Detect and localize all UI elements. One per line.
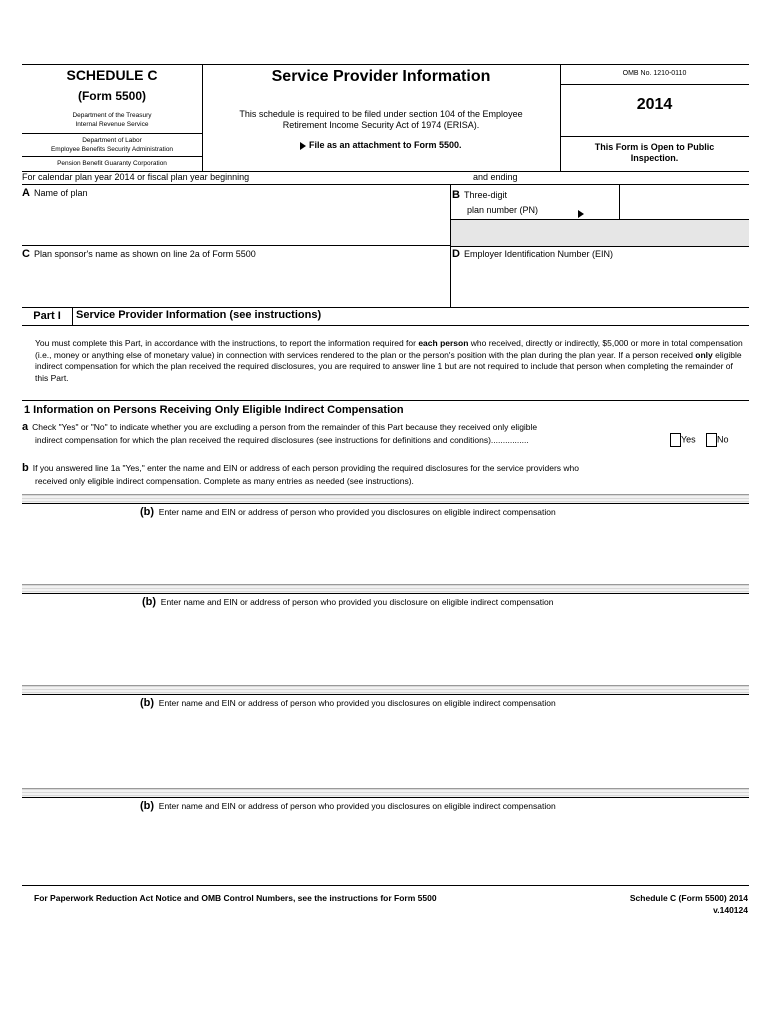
pbgc: Pension Benefit Guaranty Corporation bbox=[57, 160, 167, 167]
pn-label-2: plan number (PN) bbox=[467, 205, 539, 215]
field-d bbox=[452, 248, 613, 260]
attach-note bbox=[202, 140, 560, 150]
letter-a: A bbox=[22, 187, 30, 199]
form-number: (Form 5500) bbox=[77, 89, 147, 103]
attach-text: File as an attachment to Form 5500. bbox=[308, 140, 462, 150]
arrow-icon bbox=[300, 142, 306, 150]
letter-1b: b bbox=[22, 462, 29, 474]
dept-treasury: Department of the Treasury bbox=[72, 112, 152, 119]
field-c bbox=[22, 248, 256, 260]
line1-title: 1 Information on Persons Receiving Only Eligible Indirect Compensation bbox=[24, 404, 404, 416]
footer-paperwork-notice: For Paperwork Reduction Act Notice and OMB Control Numbers, see the instructions for Form 5500 bbox=[34, 893, 437, 903]
letter-1a: a bbox=[22, 421, 29, 433]
entry-4-label bbox=[140, 800, 556, 812]
letter-c: C bbox=[22, 248, 30, 260]
yes-checkbox[interactable] bbox=[670, 433, 681, 447]
intro-bold-1: each person bbox=[418, 338, 469, 348]
tax-year: 2014 bbox=[636, 96, 673, 113]
entry-1-label bbox=[140, 506, 556, 518]
no-checkbox[interactable] bbox=[706, 433, 717, 447]
letter-b: B bbox=[452, 189, 460, 201]
sponsor-name-label: Plan sponsor's name as shown on line 2a of Form 5500 bbox=[33, 249, 256, 259]
entry-2-field[interactable] bbox=[22, 610, 749, 684]
letter-d: D bbox=[452, 248, 460, 260]
and-ending-label: and ending bbox=[473, 172, 518, 182]
field-a bbox=[22, 187, 87, 199]
entry-3-label bbox=[140, 697, 556, 709]
intro-bold-2: only bbox=[695, 349, 713, 360]
open-inspection-2: Inspection. bbox=[630, 153, 679, 163]
form-title: Service Provider Information bbox=[271, 68, 491, 85]
dept-labor: Department of Labor bbox=[82, 137, 142, 144]
entry-3-text: Enter name and EIN or address of person who provided you disclosures on eligible indirect compensation bbox=[158, 698, 556, 708]
intro-text-3: eligible indirect compensation for which the plan received the required disclosures, you are required to answer line 1 but are not required to include that person when completing the remainder of this Part. bbox=[35, 349, 742, 383]
line1a-text-2: indirect compensation for which the plan received the required disclosures (see instructions for definitions and conditions)................ bbox=[35, 435, 529, 445]
yes-label: Yes bbox=[681, 434, 696, 445]
entry-1-tag: (b) bbox=[140, 506, 155, 518]
name-of-plan-label: Name of plan bbox=[33, 188, 88, 198]
entry-2-tag: (b) bbox=[142, 596, 157, 608]
entry-4-tag: (b) bbox=[140, 800, 155, 812]
entry-2-text: Enter name and EIN or address of person who provided you disclosure on eligible indirect compensation bbox=[160, 597, 554, 607]
field-b bbox=[452, 189, 507, 201]
pn-shaded-area bbox=[451, 219, 749, 247]
irs: Internal Revenue Service bbox=[75, 121, 149, 128]
intro-text-2: who received, directly or indirectly, $5,000 or more in total compensation (i.e., money or anything else of monetary value) in connection with services rendered to the plan or the person's position with the plan during the plan year. If a person received bbox=[35, 338, 743, 360]
entry-1-field[interactable] bbox=[22, 520, 749, 582]
entry-1-text: Enter name and EIN or address of person who provided you disclosures on eligible indirect compensation bbox=[158, 507, 556, 517]
omb-number: OMB No. 1210-0110 bbox=[622, 70, 687, 77]
no-label: No bbox=[717, 434, 729, 445]
line1a-text-1: Check "Yes" or "No" to indicate whether you are excluding a person from the remainder of this Part because they received only eligible bbox=[32, 422, 538, 432]
open-inspection-1: This Form is Open to Public bbox=[594, 142, 715, 152]
part-title: Service Provider Information (see instructions) bbox=[76, 309, 322, 321]
description-line2: Retirement Income Security Act of 1974 (ERISA). bbox=[282, 120, 480, 130]
ebsa: Employee Benefits Security Administration bbox=[50, 146, 174, 153]
line1b-text-2: received only eligible indirect compensation. Complete as many entries as needed (see instructions). bbox=[35, 476, 414, 486]
line1b bbox=[22, 462, 579, 474]
line1b-text-1: If you answered line 1a "Yes," enter the name and EIN or address of each person providing the required disclosures for the service providers who bbox=[32, 463, 579, 473]
line1a bbox=[22, 421, 537, 433]
footer-version: v.140124 bbox=[713, 905, 748, 915]
footer-form-id: Schedule C (Form 5500) 2014 bbox=[629, 893, 748, 903]
pn-label-1: Three-digit bbox=[463, 190, 507, 200]
no-option[interactable] bbox=[706, 433, 729, 447]
entry-3-field[interactable] bbox=[22, 712, 749, 786]
part-tag: Part I bbox=[22, 308, 73, 325]
intro-text-1: You must complete this Part, in accordance with the instructions, to report the information required for bbox=[35, 338, 419, 348]
entry-3-tag: (b) bbox=[140, 697, 155, 709]
part-intro bbox=[35, 338, 745, 384]
entry-2-label bbox=[142, 596, 553, 608]
plan-year-label: For calendar plan year 2014 or fiscal plan year beginning bbox=[22, 172, 250, 182]
entry-4-text: Enter name and EIN or address of person who provided you disclosures on eligible indirect compensation bbox=[158, 801, 556, 811]
ein-label: Employer Identification Number (EIN) bbox=[463, 249, 614, 259]
description-line1: This schedule is required to be filed under section 104 of the Employee bbox=[239, 109, 523, 119]
schedule-title: SCHEDULE C bbox=[66, 67, 158, 83]
yes-option[interactable] bbox=[670, 433, 696, 447]
entry-4-field[interactable] bbox=[22, 815, 749, 883]
